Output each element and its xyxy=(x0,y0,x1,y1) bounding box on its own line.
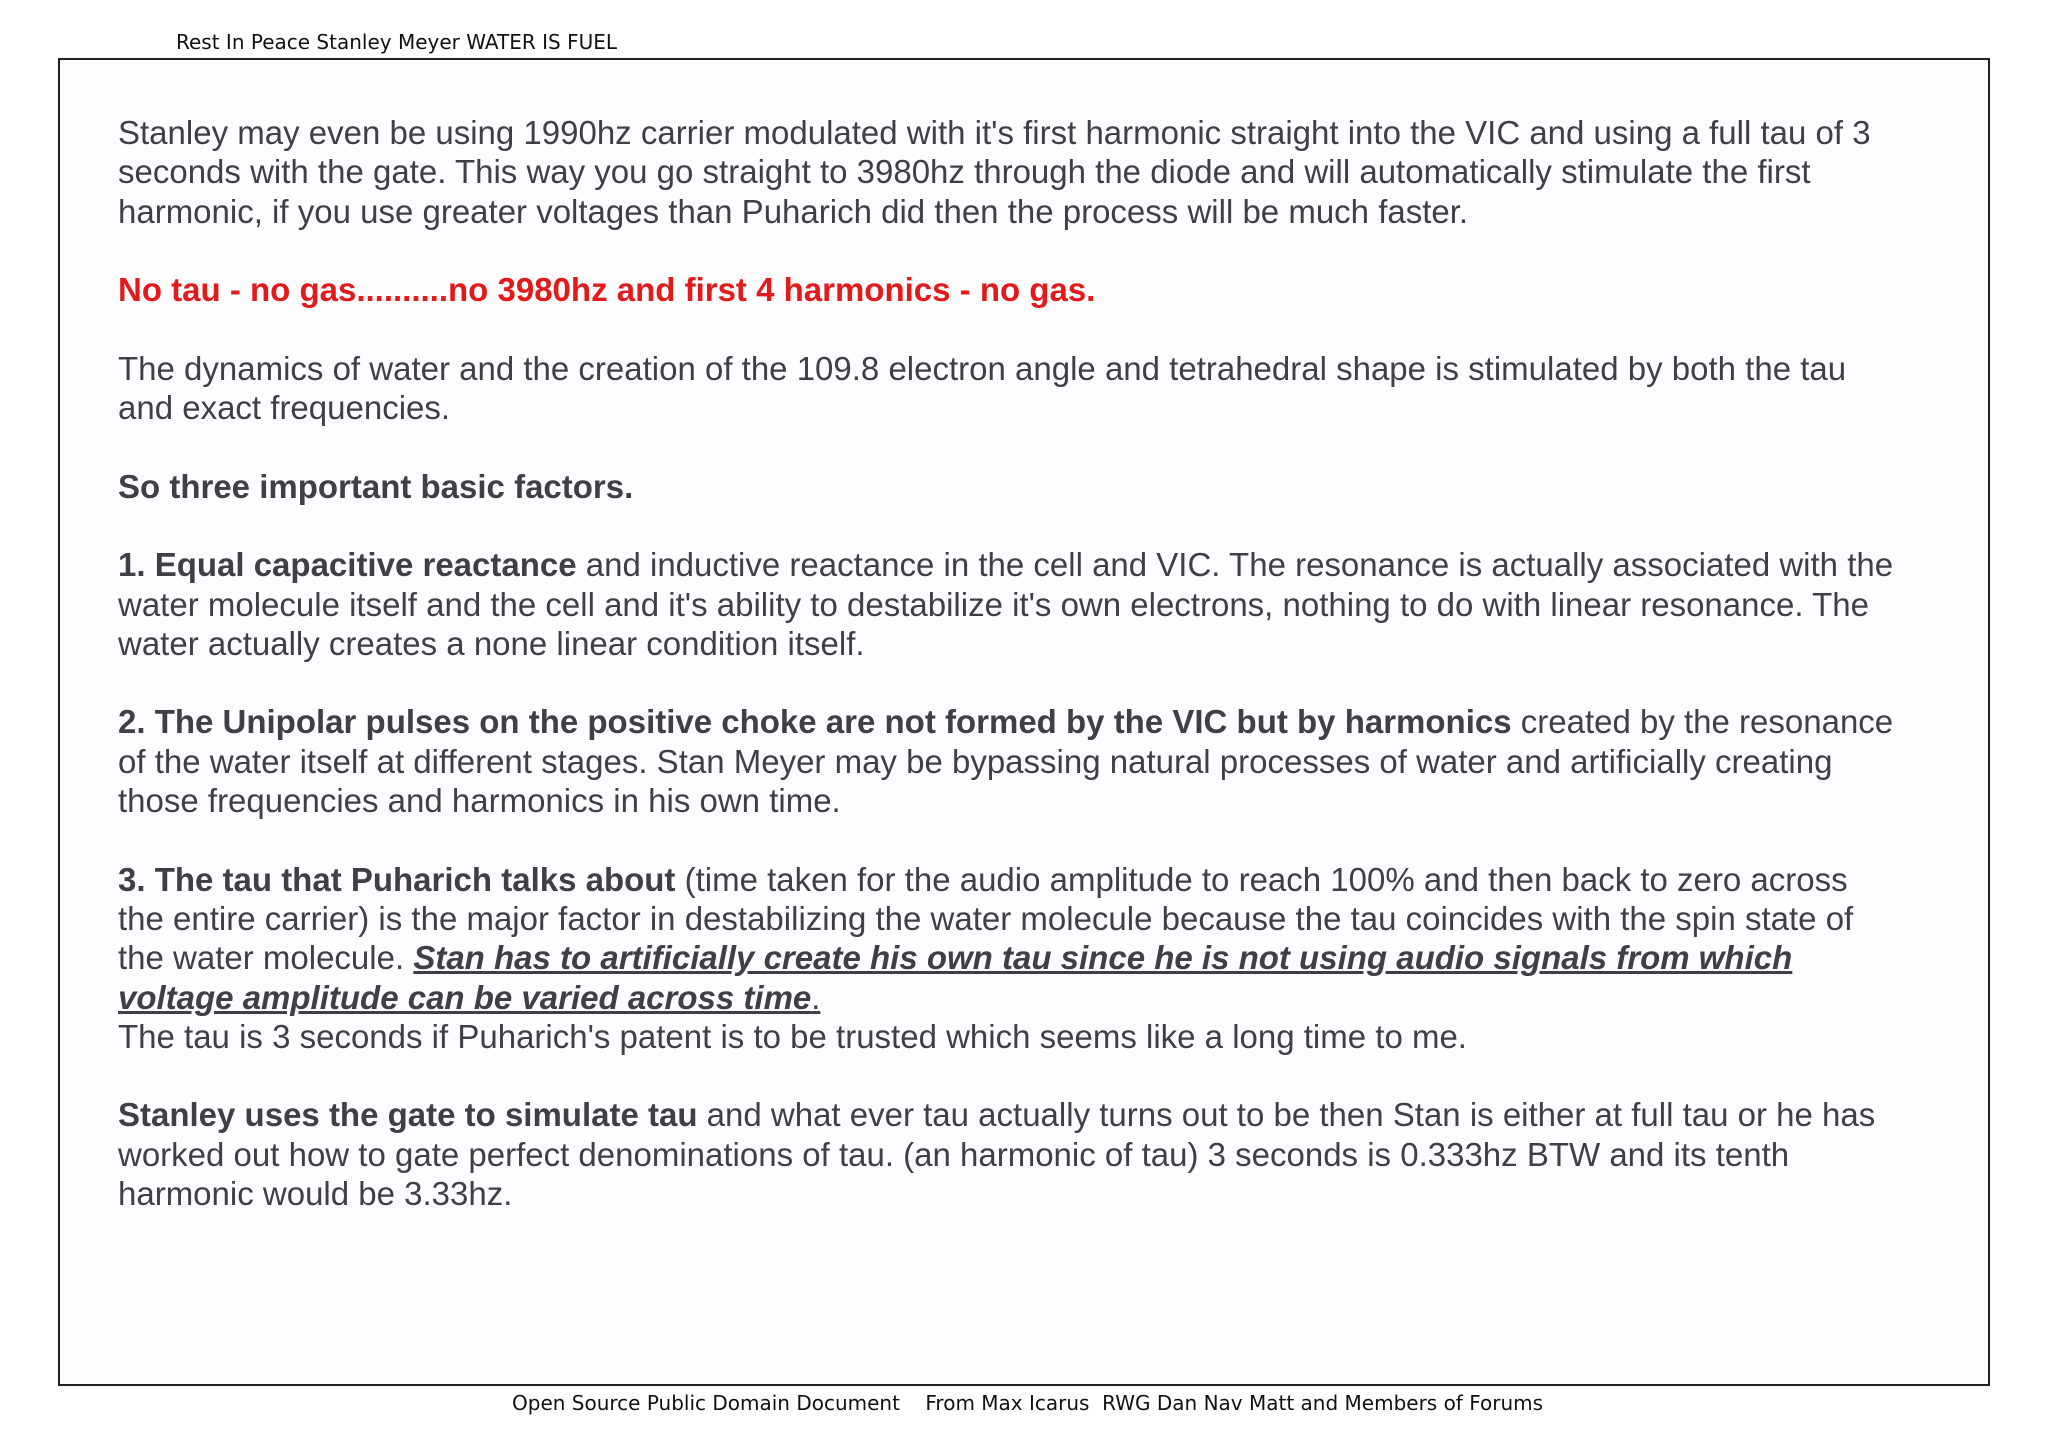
factors-heading: So three important basic factors. xyxy=(118,467,634,505)
red-warning-line: No tau - no gas..........no 3980hz and first 4 harmonics - no gas. xyxy=(118,271,1096,309)
factor-1-title: 1. Equal capacitive reactance xyxy=(118,546,577,584)
factor-2 xyxy=(118,702,1898,820)
factor-2-text: created by the resonance of the water itself at different stages. Stan Meyer may be bypassing natural processes of water and artificially creating those frequencies and harmonics in his own time. xyxy=(118,703,1894,820)
page-header-note: Rest In Peace Stanley Meyer WATER IS FUEL xyxy=(176,30,618,54)
paragraph-carrier-modulation: Stanley may even be using 1990hz carrier modulated with it's first harmonic straight into the VIC and using a full tau of 3 seconds with the gate. This way you go straight to 3980hz through the diode and will automatically stimulate the first harmonic, if you use greater voltages than Puharich did then the process will be much faster. xyxy=(118,114,1871,230)
factor-3-emphasis: Stan has to artificially create his own tau since he is not using audio signals from which voltage amplitude can be varied across time xyxy=(118,939,1793,1016)
paragraph-tau-duration: The tau is 3 seconds if Puharich's patent is to be trusted which seems like a long time to me. xyxy=(118,1017,1467,1055)
factor-3 xyxy=(118,860,1898,1017)
gate-tau-title: Stanley uses the gate to simulate tau xyxy=(118,1096,698,1134)
factor-3-title: 3. The tau that Puharich talks about xyxy=(118,860,676,898)
paragraph-gate-tau xyxy=(118,1095,1898,1213)
factor-2-title: 2. The Unipolar pulses on the positive choke are not formed by the VIC but by harmonics xyxy=(118,703,1512,741)
factor-1 xyxy=(118,545,1898,663)
paragraph-water-dynamics: The dynamics of water and the creation of the 109.8 electron angle and tetrahedral shape is stimulated by both the tau and exact frequencies. xyxy=(118,349,1847,427)
gate-tau-text: and what ever tau actually turns out to be then Stan is either at full tau or he has worked out how to gate perfect denominations of tau. (an harmonic of tau) 3 seconds is 0.333hz BTW and its tenth harmonic would be 3.33hz. xyxy=(118,1096,1876,1213)
page-footer-note: Open Source Public Domain Document From Max Icarus RWG Dan Nav Matt and Members of Forums xyxy=(512,1391,1544,1415)
factor-3-text: (time taken for the audio amplitude to reach 100% and then back to zero across the entire carrier) is the major factor in destabilizing the water molecule because the tau coincides with the spin state of the water molecule. xyxy=(118,860,1854,977)
document-body xyxy=(118,113,1898,1253)
factor-1-text: and inductive reactance in the cell and VIC. The resonance is actually associated with the water molecule itself and the cell and it's ability to destabilize it's own electrons, nothing to do with linear resonance. The water actually creates a none linear condition itself. xyxy=(118,546,1894,662)
factor-3-emphasis-end: . xyxy=(811,978,821,1016)
